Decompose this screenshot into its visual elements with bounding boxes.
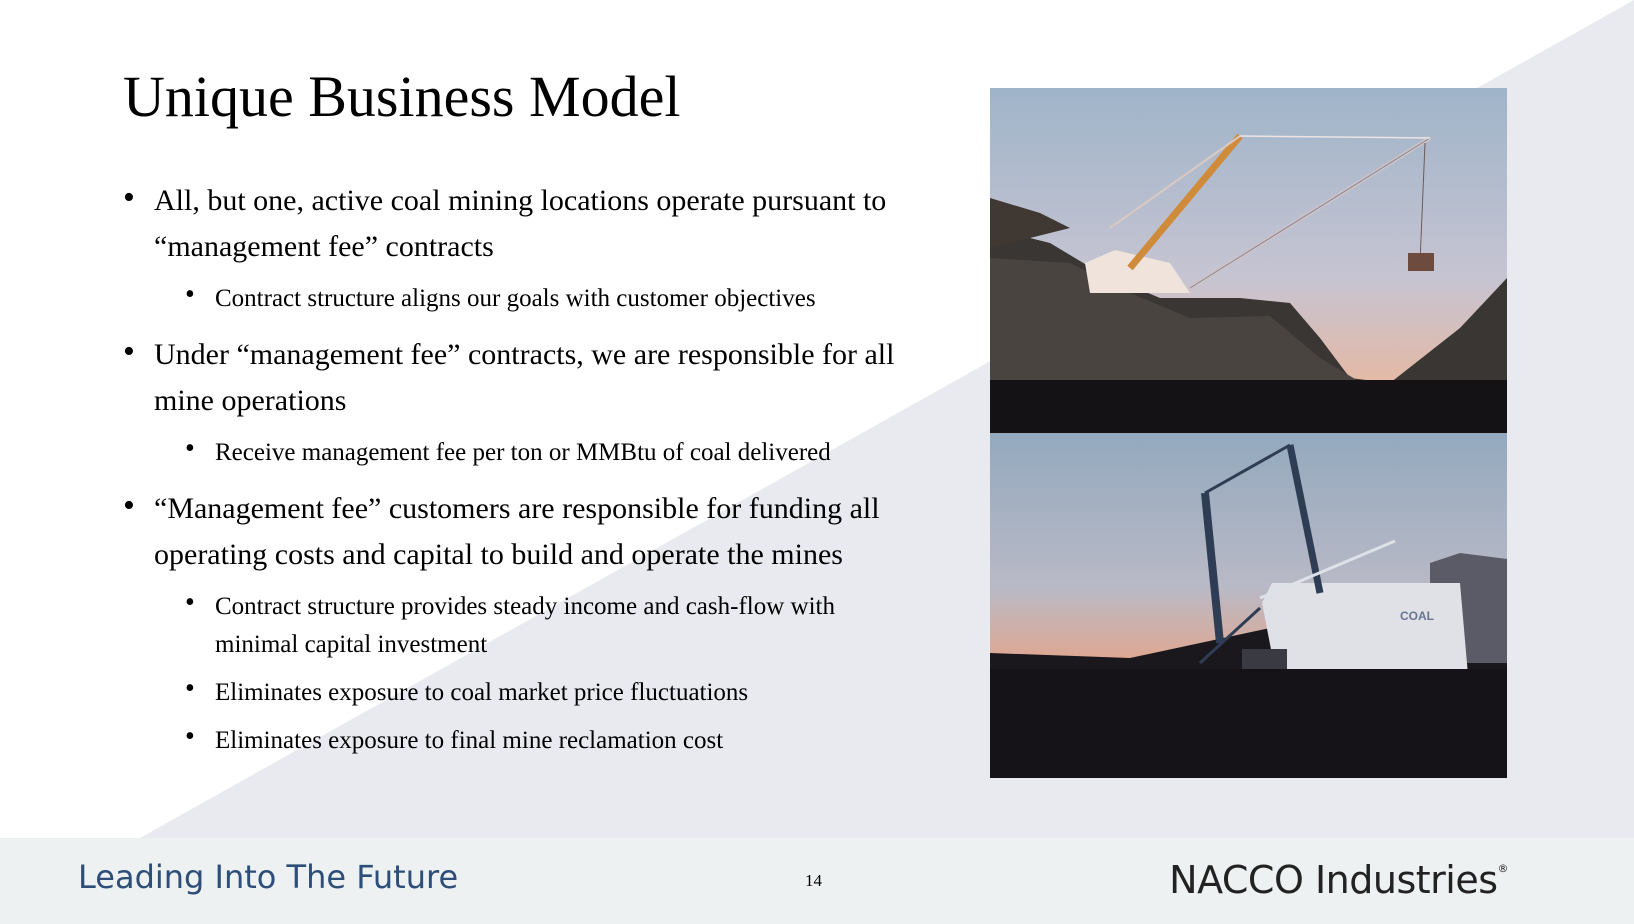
photo-column bbox=[990, 88, 1507, 778]
sub-bullet-item: • Eliminates exposure to coal market price fluctuations bbox=[123, 674, 913, 712]
bullet-item: • “Management fee” customers are responsible for funding all operating costs and capital to build and operate the mines bbox=[123, 486, 913, 578]
sub-bullet-item: • Eliminates exposure to final mine reclamation cost bbox=[123, 722, 913, 760]
dragline-sunset-photo bbox=[990, 433, 1507, 778]
dragline-dusk-photo bbox=[990, 88, 1507, 433]
sub-bullet-item: • Contract structure aligns our goals with customer objectives bbox=[123, 280, 913, 318]
slide-title: Unique Business Model bbox=[123, 64, 681, 129]
bullet-item: • All, but one, active coal mining locations operate pursuant to “management fee” contracts bbox=[123, 178, 913, 270]
footer-bar bbox=[0, 838, 1634, 924]
brand-name: NACCO Industries bbox=[1169, 858, 1498, 902]
bullet-list bbox=[123, 178, 913, 760]
sub-bullet-item: • Contract structure provides steady income and cash-flow with minimal capital investment bbox=[123, 588, 913, 664]
footer-tagline: Leading Into The Future bbox=[78, 858, 459, 896]
bullet-item: • Under “management fee” contracts, we are responsible for all mine operations bbox=[123, 332, 913, 424]
registered-mark: ® bbox=[1497, 862, 1508, 875]
brand-logo bbox=[1169, 858, 1508, 902]
page-number: 14 bbox=[805, 871, 822, 890]
sub-bullet-item: • Receive management fee per ton or MMBtu of coal delivered bbox=[123, 434, 913, 472]
dragline-coal-lettering: COAL bbox=[1400, 609, 1434, 623]
